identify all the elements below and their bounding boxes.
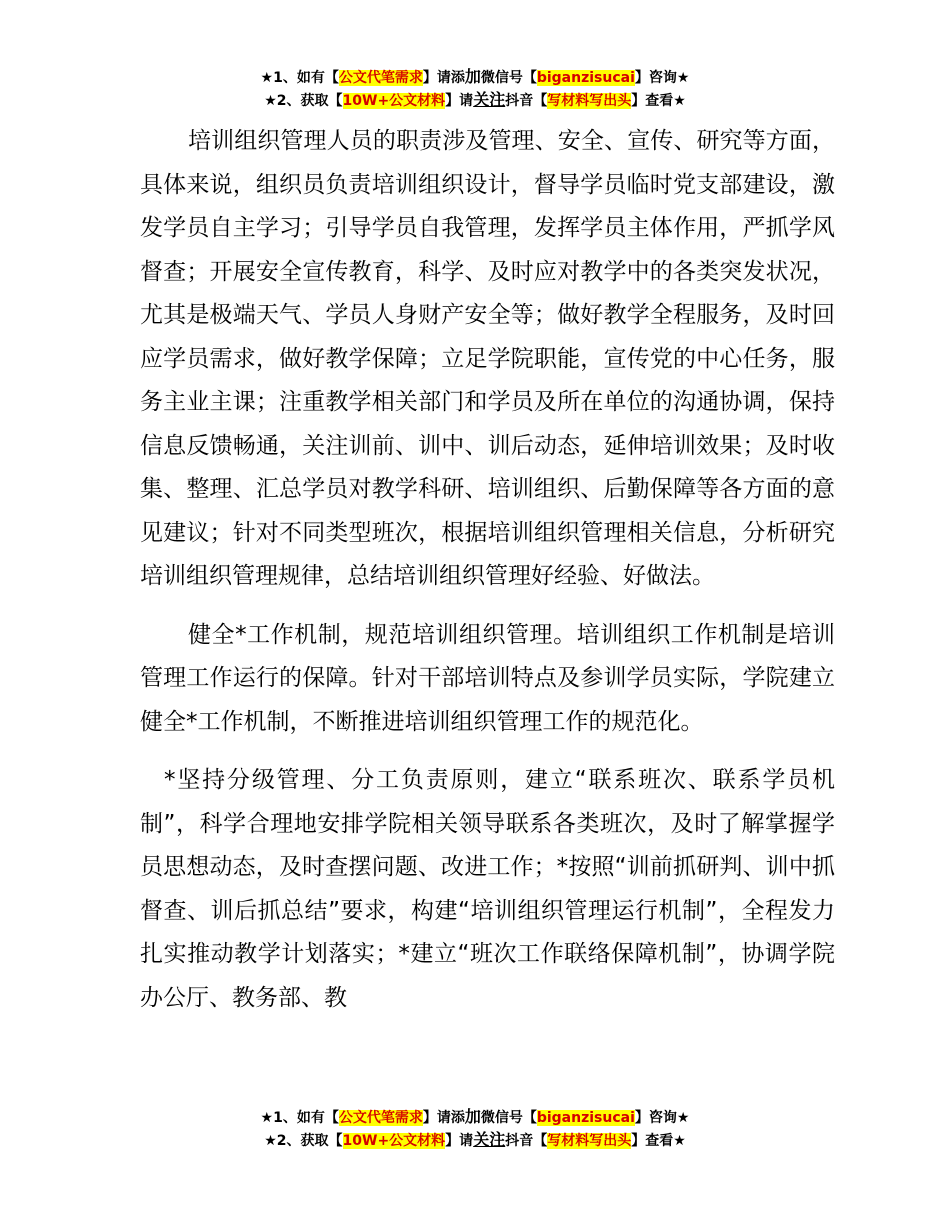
banner-line-2 [0, 89, 950, 112]
banner-text: 】咨询★ [634, 1110, 690, 1126]
banner-text: 】请 [445, 93, 474, 109]
banner-text: 加 [464, 67, 481, 86]
paragraph: *坚持分级管理、分工负责原则，建立“联系班次、联系学员机制”，科学合理地安排学院相关领导联系各类班次，及时了解掌握学员思想动态，及时查摆问题、改进工作；*按照“训前抓研判、训中抓督查、训后抓总结”要求，构建“培训组织管理运行机制”，全程发力扎实推动教学计划落实；*建立“班次工作联络保障机制”，协调学院办公厅、教务部、教 [140, 767, 835, 1011]
banner-text: ★1、如有【 [260, 70, 339, 86]
banner-line-2 [0, 1129, 950, 1152]
paragraph: 健全*工作机制，规范培训组织管理。培训组织工作机制是培训管理工作运行的保障。针对干部培训特点及参训学员实际，学院建立健全*工作机制，不断推进培训组织管理工作的规范化。 [140, 621, 835, 735]
banner-text: 】请添 [422, 70, 465, 86]
banner-text: 抖音【 [505, 1133, 548, 1149]
banner-line-1 [0, 1106, 950, 1129]
banner-text: 】请添 [422, 1110, 465, 1126]
banner-text: 】查看★ [631, 1133, 686, 1149]
banner-text: 】查看★ [631, 93, 686, 109]
banner-text: 】请 [445, 1133, 474, 1149]
footer-banner [0, 1106, 950, 1152]
banner-highlight: 10W+公文材料 [342, 1133, 446, 1149]
banner-text: 关注 [473, 90, 506, 109]
banner-text: ★2、获取【 [264, 1133, 343, 1149]
banner-highlight: biganzisucai [536, 70, 635, 86]
banner-text: ★1、如有【 [260, 1110, 339, 1126]
banner-text: 微信号【 [480, 70, 537, 86]
banner-highlight: 写材料写出头 [547, 1133, 632, 1149]
banner-highlight: 公文代笔需求 [338, 1110, 423, 1126]
banner-text: 】咨询★ [634, 70, 690, 86]
banner-line-1 [0, 66, 950, 89]
banner-text: 微信号【 [480, 1110, 537, 1126]
document-body [140, 120, 835, 1035]
banner-text: ★2、获取【 [264, 93, 343, 109]
banner-text: 关注 [473, 1130, 506, 1149]
banner-highlight: 公文代笔需求 [338, 70, 423, 86]
banner-text: 加 [464, 1107, 481, 1126]
banner-highlight: 10W+公文材料 [342, 93, 446, 109]
paragraph: 培训组织管理人员的职责涉及管理、安全、宣传、研究等方面，具体来说，组织员负责培训组织设计，督导学员临时党支部建设，激发学员自主学习；引导学员自我管理，发挥学员主体作用，严抓学风督查；开展安全宣传教育，科学、及时应对教学中的各类突发状况，尤其是极端天气、学员人身财产安全等；做好教学全程服务，及时回应学员需求，做好教学保障；立足学院职能，宣传党的中心任务，服务主业主课；注重教学相关部门和学员及所在单位的沟通协调，保持信息反馈畅通，关注训前、训中、训后动态，延伸培训效果；及时收集、整理、汇总学员对教学科研、培训组织、后勤保障等各方面的意见建议；针对不同类型班次，根据培训组织管理相关信息，分析研究培训组织管理规律，总结培训组织管理好经验、好做法。 [140, 128, 835, 589]
banner-highlight: biganzisucai [536, 1110, 635, 1126]
banner-text: 抖音【 [505, 93, 548, 109]
banner-highlight: 写材料写出头 [547, 93, 632, 109]
header-banner [0, 66, 950, 112]
